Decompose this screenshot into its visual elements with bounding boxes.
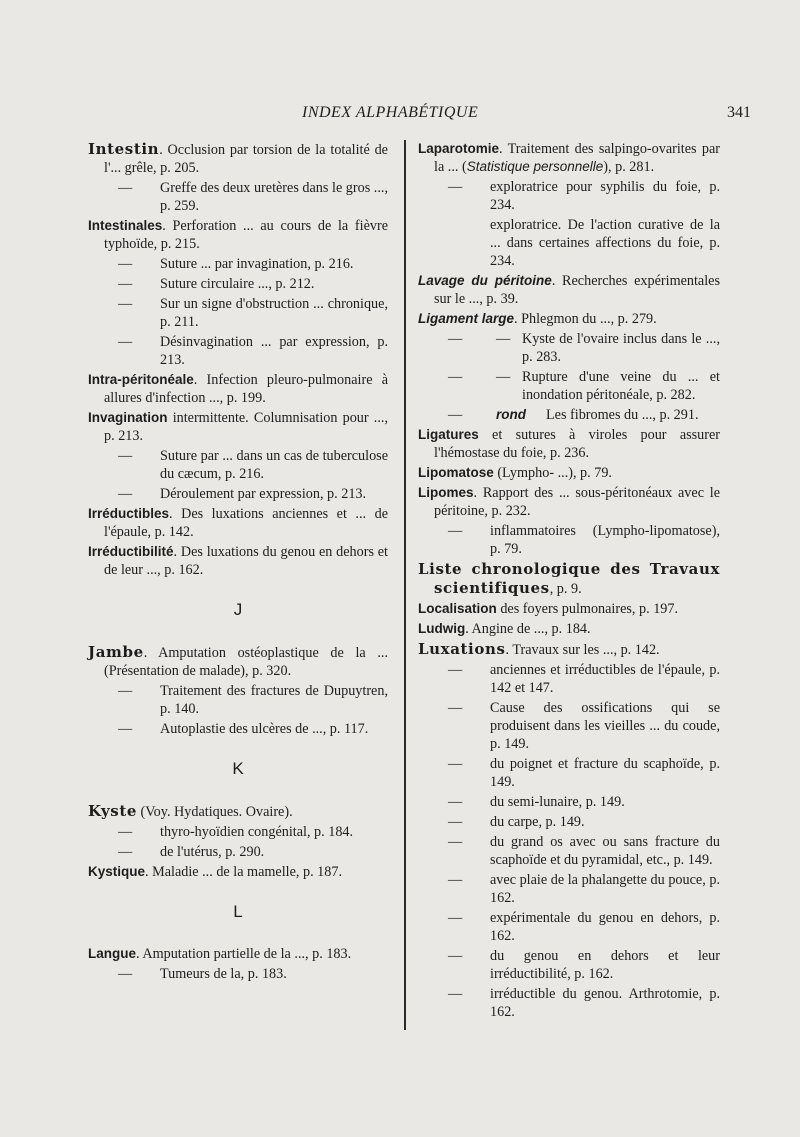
section-letter-l: L bbox=[233, 902, 243, 921]
sub-entry bbox=[88, 823, 388, 841]
sub-entry bbox=[88, 295, 388, 331]
sub-text: Les fibromes du ..., p. 291. bbox=[546, 407, 699, 423]
sub-entry bbox=[88, 720, 388, 738]
index-entry-irreductibilite bbox=[88, 543, 388, 579]
headword: Liste chronologique des Travaux scientifiques bbox=[418, 560, 720, 597]
dash: — bbox=[118, 334, 133, 350]
sub-text: expérimentale du genou en dehors, p. 162. bbox=[490, 910, 720, 944]
index-entry-luxations bbox=[418, 640, 720, 659]
index-entry-lavage bbox=[418, 272, 720, 308]
entry-text: . Recherches expérimentales sur le ..., p. 39. bbox=[434, 273, 720, 307]
sub-text: Suture ... par invagination, p. 216. bbox=[160, 256, 354, 272]
sub-text: Cause des ossifications qui se produisent dans les vieilles ... du coude, p. 149. bbox=[490, 700, 720, 752]
headword: Jambe bbox=[88, 643, 144, 661]
headword: Langue bbox=[88, 946, 137, 961]
headword: Irréductibilité bbox=[88, 544, 174, 559]
entry-text: . Travaux sur les ..., p. 142. bbox=[505, 642, 660, 658]
headword: Invagination bbox=[88, 410, 168, 425]
sub-entry bbox=[418, 661, 720, 697]
sub-text: Désinvagination ... par expression, p. 213. bbox=[160, 334, 388, 368]
index-entry-jambe bbox=[88, 643, 388, 680]
index-entry-ligament bbox=[418, 310, 720, 328]
headword: Luxations bbox=[418, 640, 506, 658]
entry-text: (Lympho- ...), p. 79. bbox=[493, 465, 612, 481]
dash: — bbox=[448, 834, 463, 850]
entry-text: , p. 9. bbox=[549, 581, 582, 597]
dash: — bbox=[118, 721, 133, 737]
index-entry-intestin bbox=[88, 140, 388, 177]
sub-entry bbox=[88, 965, 388, 983]
sub-entry bbox=[88, 333, 388, 369]
sub-text: Kyste de l'ovaire inclus dans le ..., p. 283. bbox=[522, 331, 720, 365]
sub-entry-continued: exploratrice. De l'action curative de la ... dans certaines affections du foie, p. 234. bbox=[490, 217, 720, 269]
dash: — bbox=[118, 276, 133, 292]
dash: — bbox=[118, 448, 133, 464]
column-divider bbox=[404, 140, 406, 1030]
sub-entry bbox=[418, 833, 720, 869]
sub-entry bbox=[418, 368, 720, 404]
dash: — bbox=[118, 296, 133, 312]
sub-entry bbox=[88, 682, 388, 718]
entry-text: . Des luxations anciennes et ... de l'épaule, p. 142. bbox=[104, 506, 388, 540]
sub-text: Autoplastie des ulcères de ..., p. 117. bbox=[160, 721, 369, 737]
dash: — bbox=[448, 872, 463, 888]
index-entry-intra-peritoneale bbox=[88, 371, 388, 407]
entry-text: . Occlusion par torsion de la totalité de l'... grêle, p. 205. bbox=[104, 142, 388, 176]
sub-text: irréductible du genou. Arthrotomie, p. 162. bbox=[490, 986, 720, 1020]
sub-text: Suture circulaire ..., p. 212. bbox=[160, 276, 315, 292]
index-entry-kystique bbox=[88, 863, 388, 881]
entry-text: (Voy. Hydatiques. Ovaire). bbox=[137, 804, 293, 820]
page-number: 341 bbox=[727, 104, 751, 121]
dash: — bbox=[448, 756, 463, 772]
dash: — bbox=[118, 824, 133, 840]
sub-entry bbox=[88, 275, 388, 293]
sub-entry bbox=[418, 699, 720, 753]
entry-text: . Des luxations du genou en dehors et de leur ..., p. 162. bbox=[104, 544, 388, 578]
entry-text: . Perforation ... au cours de la fièvre typhoïde, p. 215. bbox=[104, 218, 388, 252]
entry-text: . Rapport des ... sous-péritonéaux avec le péritoine, p. 232. bbox=[434, 485, 720, 519]
sub-entry-rond bbox=[418, 406, 720, 424]
section-letter-j: J bbox=[233, 600, 243, 619]
dash: — bbox=[496, 331, 511, 347]
index-column-right bbox=[418, 140, 720, 1023]
sub-entry bbox=[418, 947, 720, 983]
index-entry-ludwig bbox=[418, 620, 720, 638]
dash: — bbox=[448, 986, 463, 1002]
sub-entry bbox=[88, 447, 388, 483]
entry-text: . Phlegmon du ..., p. 279. bbox=[514, 311, 657, 327]
dash: — bbox=[448, 369, 463, 385]
index-entry-intestinales bbox=[88, 217, 388, 253]
headword: Lavage du péritoine bbox=[418, 273, 552, 288]
headword: Ligatures bbox=[418, 427, 479, 442]
index-entry-lipomes bbox=[418, 484, 720, 520]
dash: — bbox=[118, 966, 133, 982]
entry-text: . Angine de ..., p. 184. bbox=[465, 621, 591, 637]
dash: — bbox=[448, 700, 463, 716]
sub-entry bbox=[88, 179, 388, 215]
entry-italic-text: Statistique personnelle bbox=[466, 159, 604, 174]
index-entry-irreductibles bbox=[88, 505, 388, 541]
dash: — bbox=[448, 662, 463, 678]
entry-text: . Maladie ... de la mamelle, p. 187. bbox=[145, 864, 343, 880]
dash: — bbox=[448, 407, 463, 423]
sub-entry bbox=[418, 178, 720, 214]
index-entry-liste bbox=[418, 560, 720, 598]
dash: — bbox=[448, 179, 463, 195]
sub-text: avec plaie de la phalangette du pouce, p. 162. bbox=[490, 872, 720, 906]
sub-text: exploratrice pour syphilis du foie, p. 234. bbox=[490, 179, 720, 213]
entry-text: . Amputation ostéoplastique de la ... (Présentation de malade), p. 320. bbox=[104, 645, 388, 679]
sub-text: du semi-lunaire, p. 149. bbox=[490, 794, 625, 810]
entry-text: et sutures à viroles pour assurer l'hémostase du foie, p. 236. bbox=[434, 427, 720, 461]
index-entry-langue bbox=[88, 945, 388, 963]
rond-label: rond bbox=[496, 407, 526, 422]
dash: — bbox=[448, 814, 463, 830]
headword: Kyste bbox=[88, 802, 137, 820]
sub-text: Déroulement par expression, p. 213. bbox=[160, 486, 367, 502]
entry-text-end: ), p. 281. bbox=[603, 159, 655, 175]
running-header bbox=[0, 104, 800, 128]
sub-text: Suture par ... dans un cas de tuberculose du cæcum, p. 216. bbox=[160, 448, 388, 482]
sub-entry bbox=[418, 755, 720, 791]
header-title: INDEX ALPHABÉTIQUE bbox=[302, 104, 479, 121]
sub-entry bbox=[418, 330, 720, 366]
sub-text: anciennes et irréductibles de l'épaule, p. 142 et 147. bbox=[490, 662, 720, 696]
sub-text: du grand os avec ou sans fracture du scaphoïde et du pyramidal, etc., p. 149. bbox=[490, 834, 720, 868]
headword: Intestinales bbox=[88, 218, 163, 233]
dash: — bbox=[118, 256, 133, 272]
headword: Intra-péritonéale bbox=[88, 372, 194, 387]
sub-entry bbox=[88, 485, 388, 503]
headword: Lipomes bbox=[418, 485, 474, 500]
dash: — bbox=[448, 331, 463, 347]
entry-text: . Infection pleuro-pulmonaire à allures d'infection ..., p. 199. bbox=[104, 372, 388, 406]
sub-entry bbox=[418, 909, 720, 945]
dash: — bbox=[118, 180, 133, 196]
dash: — bbox=[118, 683, 133, 699]
sub-text: Sur un signe d'obstruction ... chronique, p. 211. bbox=[160, 296, 388, 330]
dash: — bbox=[118, 844, 133, 860]
headword: Ludwig bbox=[418, 621, 466, 636]
dash: — bbox=[448, 794, 463, 810]
headword: Lipomatose bbox=[418, 465, 494, 480]
dash: — bbox=[118, 486, 133, 502]
entry-text: des foyers pulmonaires, p. 197. bbox=[496, 601, 679, 617]
index-entry-lipomatose bbox=[418, 464, 720, 482]
entry-text: . Amputation partielle de la ..., p. 183. bbox=[136, 946, 352, 962]
headword: Ligament large bbox=[418, 311, 515, 326]
sub-entry bbox=[418, 985, 720, 1021]
headword: Localisation bbox=[418, 601, 497, 616]
index-entry-ligatures bbox=[418, 426, 720, 462]
dash: — bbox=[448, 910, 463, 926]
sub-entry bbox=[418, 522, 720, 558]
sub-text: de l'utérus, p. 290. bbox=[160, 844, 265, 860]
index-entry-laparotomie bbox=[418, 140, 720, 176]
index-entry-localisation bbox=[418, 600, 720, 618]
section-letter-k: K bbox=[232, 759, 244, 778]
sub-entry bbox=[418, 793, 720, 811]
sub-text: Tumeurs de la, p. 183. bbox=[160, 966, 287, 982]
sub-entry bbox=[418, 871, 720, 907]
entry-text: . Traitement des salpingo-ovarites par la ... ( bbox=[434, 141, 720, 175]
headword: Laparotomie bbox=[418, 141, 500, 156]
headword: Kystique bbox=[88, 864, 146, 879]
sub-text: inflammatoires (Lympho-lipomatose), p. 79. bbox=[490, 523, 720, 557]
sub-text: Rupture d'une veine du ... et inondation péritonéale, p. 282. bbox=[522, 369, 720, 403]
dash: — bbox=[448, 948, 463, 964]
sub-entry bbox=[88, 843, 388, 861]
sub-text: thyro-hyoïdien congénital, p. 184. bbox=[160, 824, 354, 840]
sub-text: du genou en dehors et leur irréductibilité, p. 162. bbox=[490, 948, 720, 982]
dash: — bbox=[448, 523, 463, 539]
index-entry-kyste bbox=[88, 802, 388, 821]
entry-text: intermittente. Columnisation pour ..., p. 213. bbox=[104, 410, 388, 444]
sub-text: Traitement des fractures de Dupuytren, p. 140. bbox=[160, 683, 388, 717]
headword: Intestin bbox=[88, 140, 160, 158]
index-column-left bbox=[88, 140, 388, 985]
sub-entry bbox=[88, 255, 388, 273]
sub-text: du carpe, p. 149. bbox=[490, 814, 585, 830]
dash: — bbox=[496, 369, 511, 385]
index-entry-invagination bbox=[88, 409, 388, 445]
sub-text: Greffe des deux uretères dans le gros ..., p. 259. bbox=[160, 180, 388, 214]
headword: Irréductibles bbox=[88, 506, 170, 521]
sub-text: du poignet et fracture du scaphoïde, p. 149. bbox=[490, 756, 720, 790]
sub-entry bbox=[418, 813, 720, 831]
